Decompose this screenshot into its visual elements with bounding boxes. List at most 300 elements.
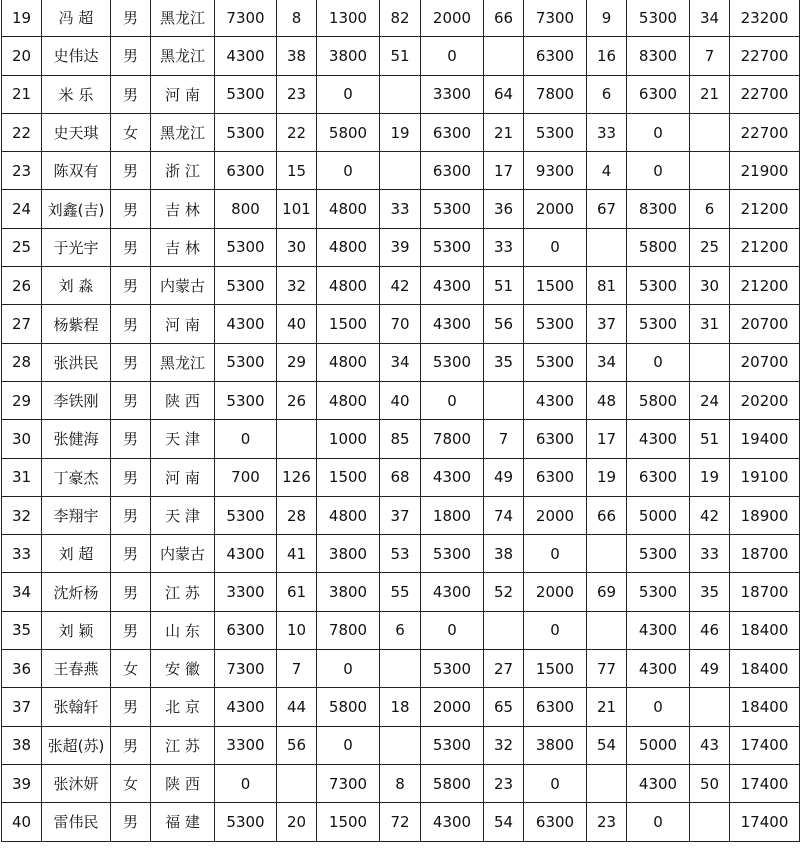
score-3-cell: 0 — [421, 381, 484, 419]
table-row — [2, 573, 800, 611]
score-4-cell: 6300 — [524, 420, 587, 458]
rank-cell: 20 — [2, 37, 42, 75]
table-row — [2, 803, 800, 841]
score-5-cell: 6300 — [627, 458, 690, 496]
score-5-cell: 5300 — [627, 267, 690, 305]
score-1-cell: 4300 — [215, 535, 277, 573]
score-4-cell: 0 — [524, 764, 587, 802]
score-2-cell: 3800 — [317, 37, 380, 75]
total-cell: 20200 — [730, 381, 800, 419]
score-3-cell: 0 — [421, 37, 484, 75]
name-cell: 于光宇 — [42, 228, 111, 266]
score-1-cell: 700 — [215, 458, 277, 496]
place-1-cell — [277, 420, 317, 458]
place-1-cell: 56 — [277, 726, 317, 764]
total-cell: 18700 — [730, 573, 800, 611]
total-cell: 19400 — [730, 420, 800, 458]
place-5-cell: 6 — [690, 190, 730, 228]
name-cell: 李铁刚 — [42, 381, 111, 419]
score-1-cell: 5300 — [215, 113, 277, 151]
place-5-cell: 24 — [690, 381, 730, 419]
province-cell: 陕 西 — [151, 764, 215, 802]
place-1-cell: 101 — [277, 190, 317, 228]
score-4-cell: 3800 — [524, 726, 587, 764]
place-3-cell: 52 — [484, 573, 524, 611]
score-2-cell: 4800 — [317, 267, 380, 305]
place-1-cell: 10 — [277, 611, 317, 649]
total-cell: 22700 — [730, 113, 800, 151]
score-2-cell: 3800 — [317, 535, 380, 573]
place-2-cell: 82 — [380, 0, 421, 37]
place-2-cell — [380, 650, 421, 688]
rank-cell: 25 — [2, 228, 42, 266]
score-4-cell: 5300 — [524, 305, 587, 343]
score-1-cell: 6300 — [215, 152, 277, 190]
score-3-cell: 2000 — [421, 688, 484, 726]
place-3-cell: 51 — [484, 267, 524, 305]
place-2-cell: 8 — [380, 764, 421, 802]
place-3-cell: 54 — [484, 803, 524, 841]
place-5-cell: 34 — [690, 0, 730, 37]
rank-cell: 26 — [2, 267, 42, 305]
gender-cell: 男 — [111, 0, 151, 37]
province-cell: 河 南 — [151, 305, 215, 343]
score-4-cell: 5300 — [524, 343, 587, 381]
score-2-cell: 0 — [317, 650, 380, 688]
score-1-cell: 4300 — [215, 688, 277, 726]
place-3-cell — [484, 381, 524, 419]
rank-cell: 21 — [2, 75, 42, 113]
table-row — [2, 0, 800, 37]
gender-cell: 男 — [111, 37, 151, 75]
score-2-cell: 7800 — [317, 611, 380, 649]
place-2-cell: 18 — [380, 688, 421, 726]
province-cell: 内蒙古 — [151, 535, 215, 573]
place-4-cell — [587, 611, 627, 649]
place-4-cell: 69 — [587, 573, 627, 611]
score-1-cell: 7300 — [215, 0, 277, 37]
gender-cell: 男 — [111, 458, 151, 496]
place-2-cell — [380, 75, 421, 113]
score-4-cell: 0 — [524, 611, 587, 649]
table-row — [2, 113, 800, 151]
score-1-cell: 0 — [215, 420, 277, 458]
province-cell: 黑龙江 — [151, 343, 215, 381]
place-4-cell: 37 — [587, 305, 627, 343]
place-5-cell: 35 — [690, 573, 730, 611]
score-3-cell: 7800 — [421, 420, 484, 458]
score-3-cell: 6300 — [421, 113, 484, 151]
total-cell: 18400 — [730, 650, 800, 688]
score-1-cell: 5300 — [215, 267, 277, 305]
gender-cell: 男 — [111, 803, 151, 841]
rank-cell: 22 — [2, 113, 42, 151]
name-cell: 陈双有 — [42, 152, 111, 190]
name-cell: 张翰轩 — [42, 688, 111, 726]
place-2-cell: 51 — [380, 37, 421, 75]
name-cell: 刘 淼 — [42, 267, 111, 305]
rank-cell: 32 — [2, 496, 42, 534]
total-cell: 18400 — [730, 688, 800, 726]
table-body — [2, 0, 800, 841]
score-1-cell: 5300 — [215, 496, 277, 534]
place-2-cell: 19 — [380, 113, 421, 151]
place-4-cell: 4 — [587, 152, 627, 190]
name-cell: 张健海 — [42, 420, 111, 458]
gender-cell: 男 — [111, 420, 151, 458]
score-3-cell: 5300 — [421, 726, 484, 764]
score-5-cell: 0 — [627, 688, 690, 726]
score-4-cell: 0 — [524, 535, 587, 573]
rank-cell: 38 — [2, 726, 42, 764]
place-4-cell — [587, 535, 627, 573]
province-cell: 黑龙江 — [151, 0, 215, 37]
gender-cell: 男 — [111, 688, 151, 726]
score-5-cell: 5300 — [627, 305, 690, 343]
place-2-cell — [380, 726, 421, 764]
table-row — [2, 496, 800, 534]
score-4-cell: 6300 — [524, 37, 587, 75]
place-2-cell: 53 — [380, 535, 421, 573]
place-5-cell — [690, 113, 730, 151]
place-2-cell: 40 — [380, 381, 421, 419]
place-1-cell: 15 — [277, 152, 317, 190]
name-cell: 丁豪杰 — [42, 458, 111, 496]
gender-cell: 男 — [111, 726, 151, 764]
score-5-cell: 5300 — [627, 0, 690, 37]
gender-cell: 男 — [111, 611, 151, 649]
score-4-cell: 2000 — [524, 573, 587, 611]
table-row — [2, 190, 800, 228]
place-1-cell: 30 — [277, 228, 317, 266]
score-2-cell: 3800 — [317, 573, 380, 611]
name-cell: 张沐妍 — [42, 764, 111, 802]
score-1-cell: 4300 — [215, 37, 277, 75]
name-cell: 冯 超 — [42, 0, 111, 37]
score-3-cell: 5300 — [421, 343, 484, 381]
place-5-cell: 42 — [690, 496, 730, 534]
score-2-cell: 1500 — [317, 458, 380, 496]
score-2-cell: 4800 — [317, 190, 380, 228]
gender-cell: 男 — [111, 381, 151, 419]
place-4-cell: 54 — [587, 726, 627, 764]
place-5-cell: 25 — [690, 228, 730, 266]
score-2-cell: 4800 — [317, 343, 380, 381]
place-2-cell: 72 — [380, 803, 421, 841]
score-1-cell: 6300 — [215, 611, 277, 649]
place-4-cell — [587, 228, 627, 266]
place-3-cell: 27 — [484, 650, 524, 688]
place-1-cell: 8 — [277, 0, 317, 37]
score-1-cell: 5300 — [215, 803, 277, 841]
rank-cell: 39 — [2, 764, 42, 802]
rank-cell: 34 — [2, 573, 42, 611]
place-2-cell: 42 — [380, 267, 421, 305]
place-3-cell: 64 — [484, 75, 524, 113]
score-1-cell: 3300 — [215, 573, 277, 611]
score-3-cell: 4300 — [421, 267, 484, 305]
score-3-cell: 5300 — [421, 190, 484, 228]
score-3-cell: 1800 — [421, 496, 484, 534]
score-5-cell: 5800 — [627, 381, 690, 419]
total-cell: 19100 — [730, 458, 800, 496]
place-2-cell: 70 — [380, 305, 421, 343]
place-4-cell: 21 — [587, 688, 627, 726]
table-row — [2, 305, 800, 343]
name-cell: 沈炘杨 — [42, 573, 111, 611]
name-cell: 李翔宇 — [42, 496, 111, 534]
rank-cell: 30 — [2, 420, 42, 458]
place-1-cell: 32 — [277, 267, 317, 305]
place-1-cell: 41 — [277, 535, 317, 573]
table-row — [2, 228, 800, 266]
place-1-cell: 20 — [277, 803, 317, 841]
total-cell: 18400 — [730, 611, 800, 649]
table-row — [2, 458, 800, 496]
score-2-cell: 1000 — [317, 420, 380, 458]
province-cell: 内蒙古 — [151, 267, 215, 305]
place-4-cell: 33 — [587, 113, 627, 151]
place-2-cell — [380, 152, 421, 190]
rank-cell: 31 — [2, 458, 42, 496]
place-3-cell: 17 — [484, 152, 524, 190]
place-1-cell: 40 — [277, 305, 317, 343]
place-3-cell: 35 — [484, 343, 524, 381]
place-1-cell: 23 — [277, 75, 317, 113]
place-1-cell: 26 — [277, 381, 317, 419]
place-4-cell: 19 — [587, 458, 627, 496]
place-3-cell: 7 — [484, 420, 524, 458]
province-cell: 河 南 — [151, 75, 215, 113]
gender-cell: 男 — [111, 535, 151, 573]
score-2-cell: 7300 — [317, 764, 380, 802]
place-5-cell: 51 — [690, 420, 730, 458]
province-cell: 浙 江 — [151, 152, 215, 190]
rank-cell: 37 — [2, 688, 42, 726]
place-4-cell: 34 — [587, 343, 627, 381]
place-3-cell: 66 — [484, 0, 524, 37]
total-cell: 17400 — [730, 803, 800, 841]
gender-cell: 男 — [111, 267, 151, 305]
province-cell: 江 苏 — [151, 573, 215, 611]
score-3-cell: 4300 — [421, 305, 484, 343]
province-cell: 天 津 — [151, 420, 215, 458]
score-5-cell: 5300 — [627, 535, 690, 573]
place-5-cell: 43 — [690, 726, 730, 764]
place-5-cell: 7 — [690, 37, 730, 75]
place-5-cell: 50 — [690, 764, 730, 802]
total-cell: 20700 — [730, 343, 800, 381]
table-row — [2, 152, 800, 190]
score-5-cell: 5000 — [627, 496, 690, 534]
score-3-cell: 4300 — [421, 803, 484, 841]
gender-cell: 男 — [111, 343, 151, 381]
table-row — [2, 75, 800, 113]
place-4-cell: 23 — [587, 803, 627, 841]
table-row — [2, 650, 800, 688]
score-5-cell: 8300 — [627, 37, 690, 75]
place-3-cell: 21 — [484, 113, 524, 151]
total-cell: 20700 — [730, 305, 800, 343]
score-3-cell: 5300 — [421, 650, 484, 688]
score-3-cell: 4300 — [421, 458, 484, 496]
total-cell: 21900 — [730, 152, 800, 190]
score-5-cell: 5300 — [627, 573, 690, 611]
score-2-cell: 4800 — [317, 381, 380, 419]
score-2-cell: 5800 — [317, 688, 380, 726]
place-1-cell: 7 — [277, 650, 317, 688]
place-5-cell: 30 — [690, 267, 730, 305]
score-4-cell: 2000 — [524, 496, 587, 534]
place-3-cell: 74 — [484, 496, 524, 534]
place-5-cell: 19 — [690, 458, 730, 496]
score-2-cell: 0 — [317, 75, 380, 113]
score-1-cell: 5300 — [215, 381, 277, 419]
rank-cell: 23 — [2, 152, 42, 190]
score-2-cell: 1500 — [317, 305, 380, 343]
rank-cell: 35 — [2, 611, 42, 649]
place-5-cell: 46 — [690, 611, 730, 649]
table-row — [2, 343, 800, 381]
place-5-cell: 31 — [690, 305, 730, 343]
score-4-cell: 6300 — [524, 688, 587, 726]
province-cell: 河 南 — [151, 458, 215, 496]
score-1-cell: 3300 — [215, 726, 277, 764]
name-cell: 史伟达 — [42, 37, 111, 75]
score-2-cell: 1500 — [317, 803, 380, 841]
place-1-cell: 22 — [277, 113, 317, 151]
score-4-cell: 5300 — [524, 113, 587, 151]
table-row — [2, 688, 800, 726]
score-5-cell: 0 — [627, 803, 690, 841]
score-5-cell: 6300 — [627, 75, 690, 113]
total-cell: 18900 — [730, 496, 800, 534]
score-1-cell: 800 — [215, 190, 277, 228]
province-cell: 天 津 — [151, 496, 215, 534]
score-5-cell: 4300 — [627, 611, 690, 649]
score-2-cell: 4800 — [317, 496, 380, 534]
name-cell: 刘鑫(吉) — [42, 190, 111, 228]
province-cell: 陕 西 — [151, 381, 215, 419]
place-1-cell: 38 — [277, 37, 317, 75]
place-5-cell: 33 — [690, 535, 730, 573]
score-1-cell: 5300 — [215, 343, 277, 381]
rank-cell: 29 — [2, 381, 42, 419]
gender-cell: 男 — [111, 228, 151, 266]
place-2-cell: 37 — [380, 496, 421, 534]
province-cell: 吉 林 — [151, 190, 215, 228]
table-row — [2, 535, 800, 573]
score-1-cell: 4300 — [215, 305, 277, 343]
gender-cell: 女 — [111, 113, 151, 151]
place-3-cell: 56 — [484, 305, 524, 343]
gender-cell: 男 — [111, 75, 151, 113]
place-2-cell: 34 — [380, 343, 421, 381]
place-4-cell: 6 — [587, 75, 627, 113]
total-cell: 17400 — [730, 726, 800, 764]
place-2-cell: 55 — [380, 573, 421, 611]
place-4-cell: 66 — [587, 496, 627, 534]
place-2-cell: 39 — [380, 228, 421, 266]
gender-cell: 男 — [111, 573, 151, 611]
place-1-cell: 126 — [277, 458, 317, 496]
score-4-cell: 9300 — [524, 152, 587, 190]
score-3-cell: 5800 — [421, 764, 484, 802]
place-4-cell: 16 — [587, 37, 627, 75]
score-3-cell: 4300 — [421, 573, 484, 611]
province-cell: 黑龙江 — [151, 113, 215, 151]
place-2-cell: 6 — [380, 611, 421, 649]
score-5-cell: 8300 — [627, 190, 690, 228]
score-3-cell: 0 — [421, 611, 484, 649]
place-3-cell: 65 — [484, 688, 524, 726]
rank-cell: 27 — [2, 305, 42, 343]
gender-cell: 男 — [111, 190, 151, 228]
name-cell: 张超(苏) — [42, 726, 111, 764]
place-4-cell: 81 — [587, 267, 627, 305]
score-4-cell: 6300 — [524, 803, 587, 841]
place-5-cell — [690, 343, 730, 381]
table-row — [2, 267, 800, 305]
place-5-cell: 21 — [690, 75, 730, 113]
place-4-cell: 9 — [587, 0, 627, 37]
score-5-cell: 5000 — [627, 726, 690, 764]
province-cell: 黑龙江 — [151, 37, 215, 75]
place-5-cell — [690, 803, 730, 841]
score-5-cell: 4300 — [627, 420, 690, 458]
place-3-cell — [484, 611, 524, 649]
place-5-cell — [690, 688, 730, 726]
total-cell: 18700 — [730, 535, 800, 573]
place-1-cell: 29 — [277, 343, 317, 381]
place-5-cell — [690, 152, 730, 190]
score-5-cell: 0 — [627, 343, 690, 381]
table-row — [2, 381, 800, 419]
score-4-cell: 1500 — [524, 267, 587, 305]
province-cell: 江 苏 — [151, 726, 215, 764]
rank-cell: 19 — [2, 0, 42, 37]
place-3-cell: 32 — [484, 726, 524, 764]
total-cell: 21200 — [730, 267, 800, 305]
place-3-cell: 23 — [484, 764, 524, 802]
rank-cell: 33 — [2, 535, 42, 573]
gender-cell: 男 — [111, 305, 151, 343]
rank-cell: 40 — [2, 803, 42, 841]
place-3-cell: 36 — [484, 190, 524, 228]
table-row — [2, 37, 800, 75]
score-4-cell: 7300 — [524, 0, 587, 37]
score-2-cell: 4800 — [317, 228, 380, 266]
place-4-cell: 48 — [587, 381, 627, 419]
name-cell: 刘 颖 — [42, 611, 111, 649]
place-1-cell — [277, 764, 317, 802]
province-cell: 山 东 — [151, 611, 215, 649]
place-1-cell: 28 — [277, 496, 317, 534]
table-row — [2, 726, 800, 764]
score-5-cell: 4300 — [627, 764, 690, 802]
ranking-table — [1, 0, 800, 842]
score-3-cell: 5300 — [421, 535, 484, 573]
score-2-cell: 5800 — [317, 113, 380, 151]
score-4-cell: 2000 — [524, 190, 587, 228]
rank-cell: 36 — [2, 650, 42, 688]
score-4-cell: 7800 — [524, 75, 587, 113]
place-3-cell — [484, 37, 524, 75]
score-1-cell: 5300 — [215, 75, 277, 113]
score-4-cell: 1500 — [524, 650, 587, 688]
place-5-cell: 49 — [690, 650, 730, 688]
gender-cell: 男 — [111, 496, 151, 534]
